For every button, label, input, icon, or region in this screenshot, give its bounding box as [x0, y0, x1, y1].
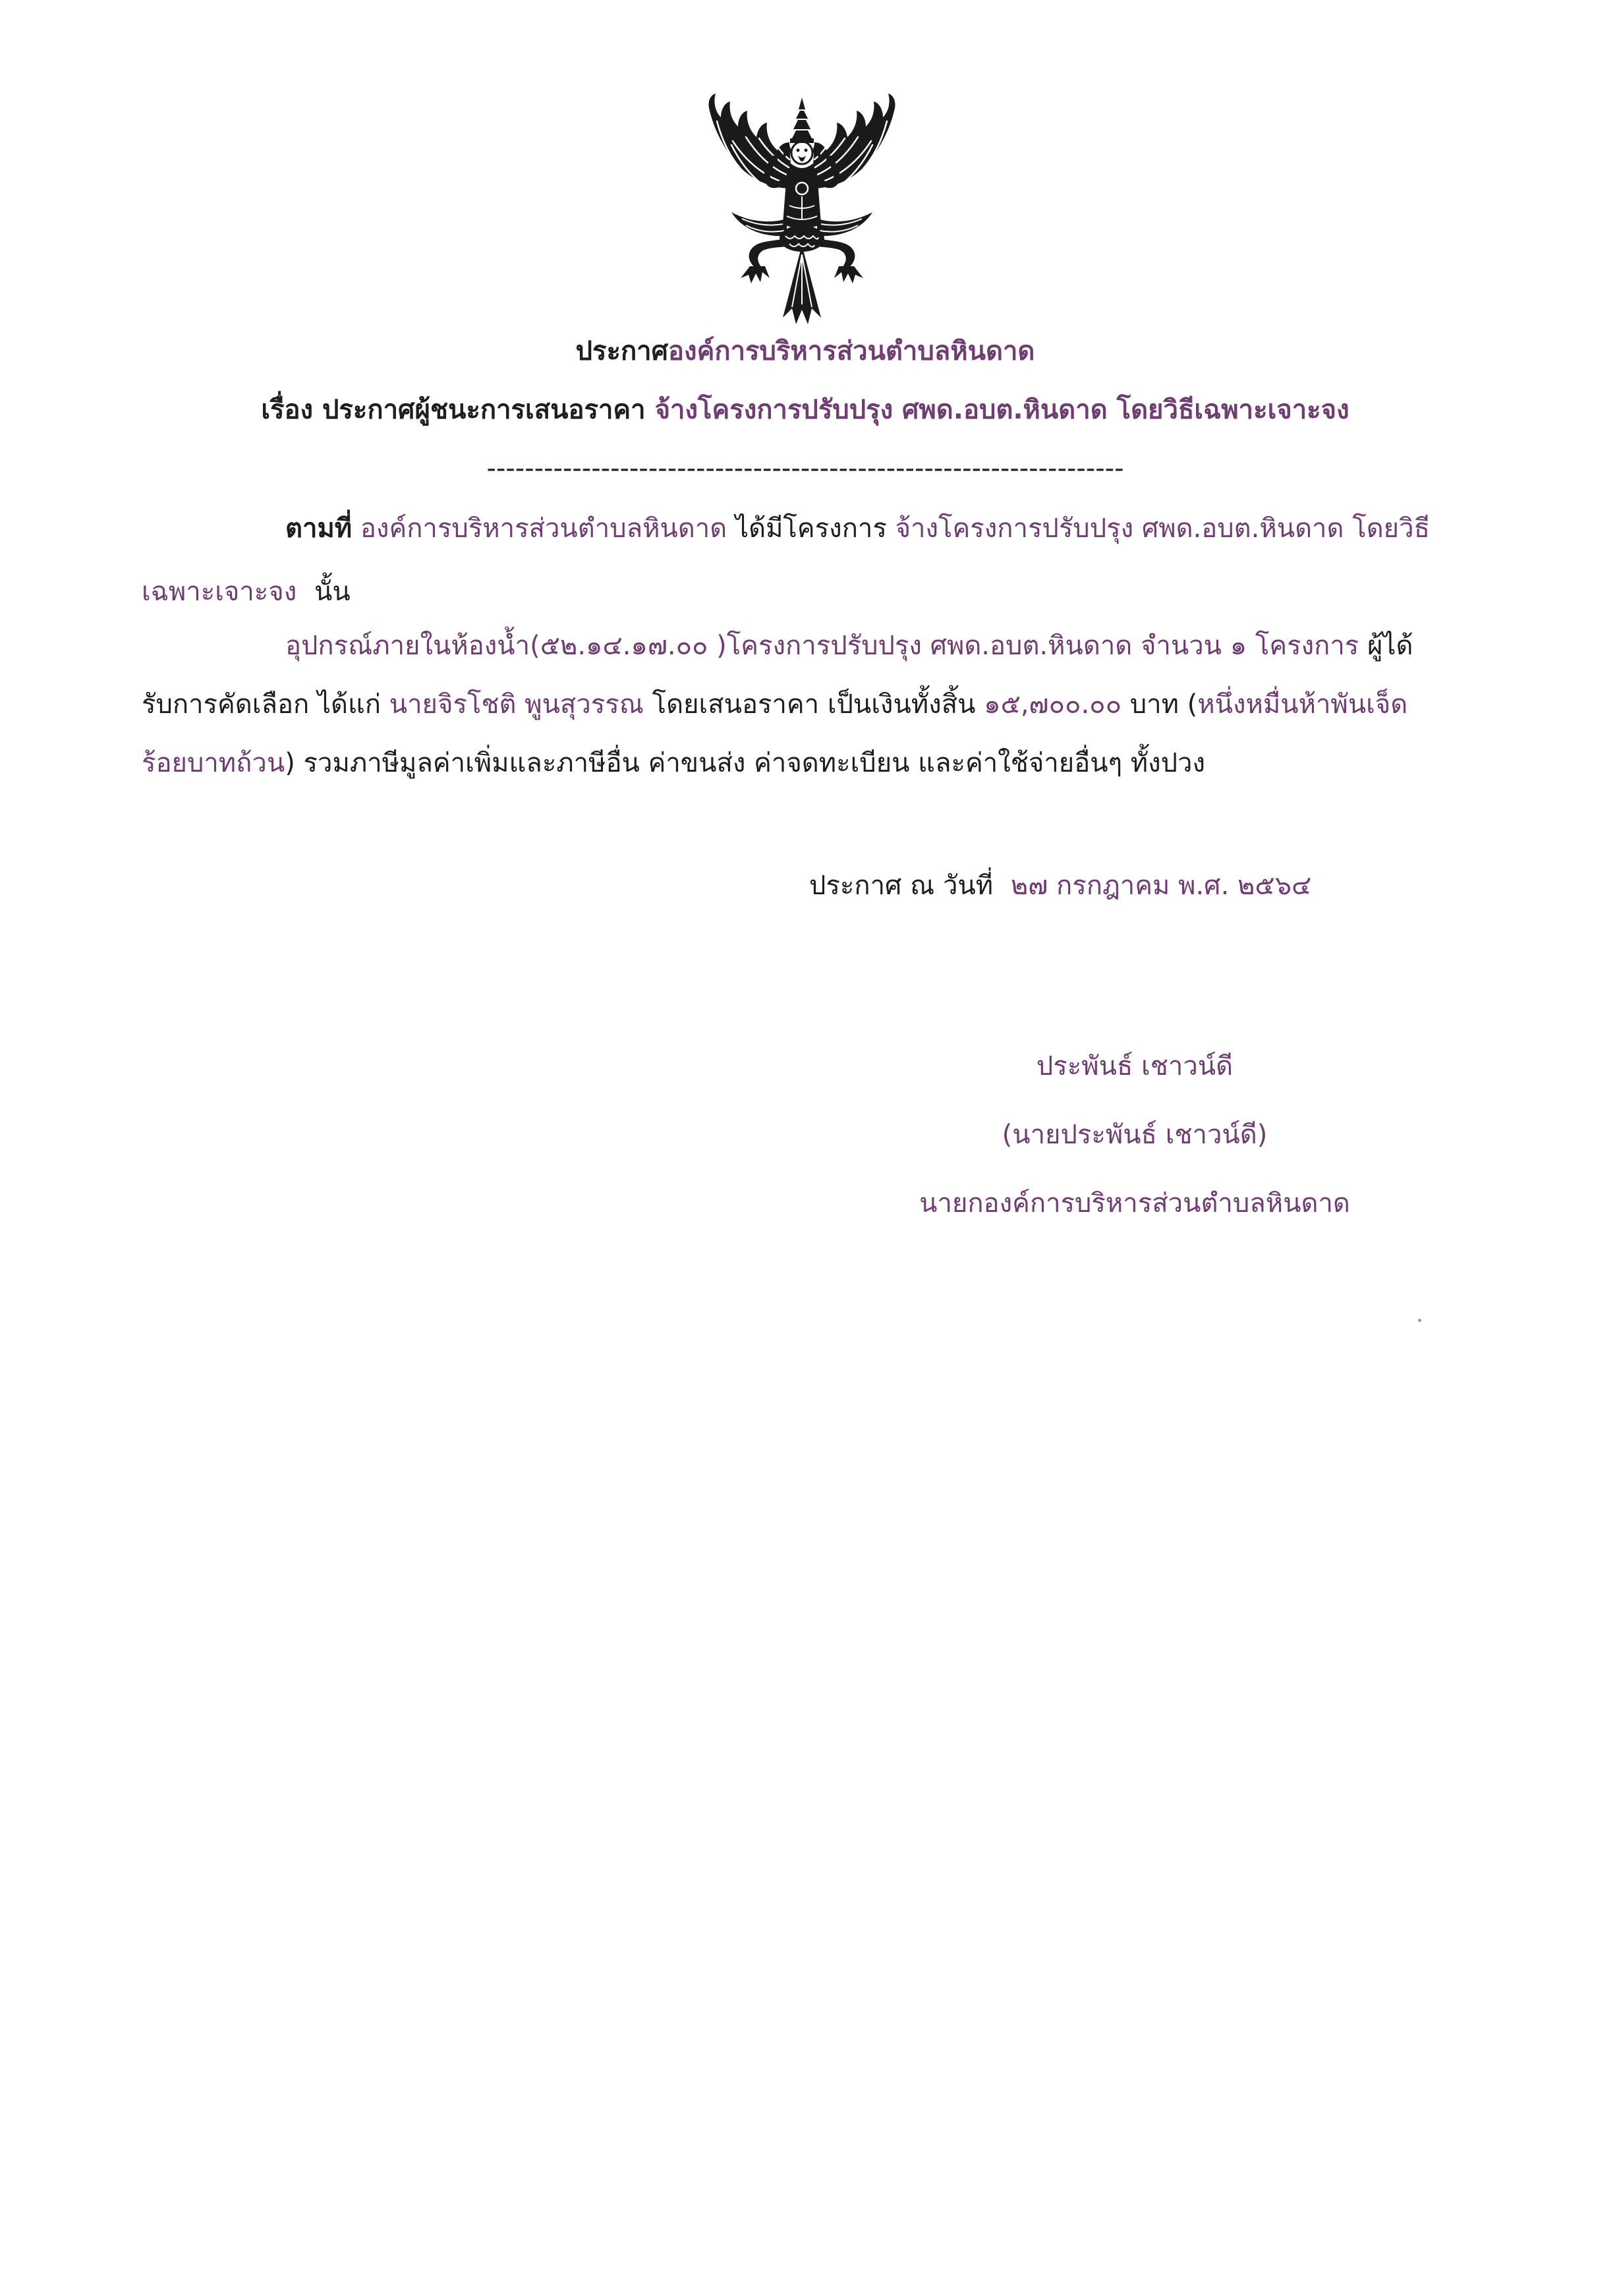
- currency-label: บาท (: [1129, 689, 1198, 720]
- garuda-right-wing: [810, 94, 895, 283]
- price-amount: ๑๕,๗๐๐.๐๐: [984, 689, 1122, 720]
- connector-text: ได้มีโครงการ: [735, 513, 887, 544]
- procured-item: อุปกรณ์ภายในห้องน้ำ(๕๒.๑๔.๑๗.๐๐ )โครงการปรับปรุง ศพด.อบต.หินดาด จำนวน ๑ โครงการ: [285, 631, 1359, 661]
- signer-printed-name: (นายประพันธ์ เชาวน์ดี): [1002, 1120, 1268, 1150]
- subject-label: เรื่อง ประกาศผู้ชนะการเสนอราคา: [261, 395, 646, 425]
- amount-in-words-part-2: ร้อยบาทถ้วน: [142, 748, 285, 778]
- garuda-emblem: [693, 90, 911, 327]
- paragraph-2-line-1: [285, 626, 1413, 666]
- garuda-tail: [783, 245, 821, 324]
- closing-word: นั้น: [314, 577, 351, 607]
- garuda-left-wing: [708, 94, 793, 283]
- selected-label-part-1: ผู้ได้: [1367, 631, 1413, 661]
- amount-in-words-part-1: หนึ่งหมื่นห้าพันเจ็ด: [1197, 689, 1408, 720]
- title-agency: องค์การบริหารส่วนตำบลหินดาด: [668, 336, 1035, 366]
- title-prefix: ประกาศ: [575, 336, 669, 366]
- announcement-date: ๒๗ กรกฎาคม พ.ศ. ๒๕๖๔: [1010, 871, 1312, 901]
- announcement-subject: [0, 390, 1610, 430]
- paragraph-2-line-2: [142, 685, 1407, 724]
- signature: ประพันธ์ เชาวน์ดี: [1036, 1051, 1234, 1081]
- price-label: โดยเสนอราคา เป็นเงินทั้งสิ้น: [652, 689, 976, 720]
- paragraph-1-line-2: [142, 572, 351, 612]
- signer-position: นายกองค์การบริหารส่วนตำบลหินดาด: [919, 1188, 1350, 1219]
- paragraph-1-line-1: [285, 509, 1430, 548]
- lead-word: ตามที่: [285, 513, 353, 544]
- garuda-body: [780, 170, 824, 252]
- selected-label-part-2: รับการคัดเลือก ได้แก่: [142, 689, 382, 720]
- winner-name: นายจิรโชติ พูนสุวรรณ: [389, 689, 644, 720]
- project-name-part-1: จ้างโครงการปรับปรุง ศพด.อบต.หินดาด โดยวิธี: [895, 513, 1430, 544]
- subject-value: จ้างโครงการปรับปรุง ศพด.อบต.หินดาด โดยวิธีเฉพาะเจาะจง: [654, 395, 1349, 425]
- paragraph-2-line-3: [142, 743, 1205, 783]
- date-label: ประกาศ ณ วันที่: [809, 871, 994, 901]
- project-name-part-2: เฉพาะเจาะจง: [142, 577, 297, 607]
- price-terms: ) รวมภาษีมูลค่าเพิ่มและภาษีอื่น ค่าขนส่ง ค่าจดทะเบียน และค่าใช้จ่ายอื่นๆ ทั้งปวง: [285, 748, 1206, 778]
- garuda-crown: [790, 98, 814, 143]
- agency-name: องค์การบริหารส่วนตำบลหินดาด: [360, 513, 727, 544]
- announcement-title: [0, 331, 1610, 371]
- header-divider: -------------------------------------------------------------------: [486, 453, 1124, 484]
- announcement-date-line: [809, 866, 1311, 905]
- scan-speck: [1418, 1319, 1421, 1322]
